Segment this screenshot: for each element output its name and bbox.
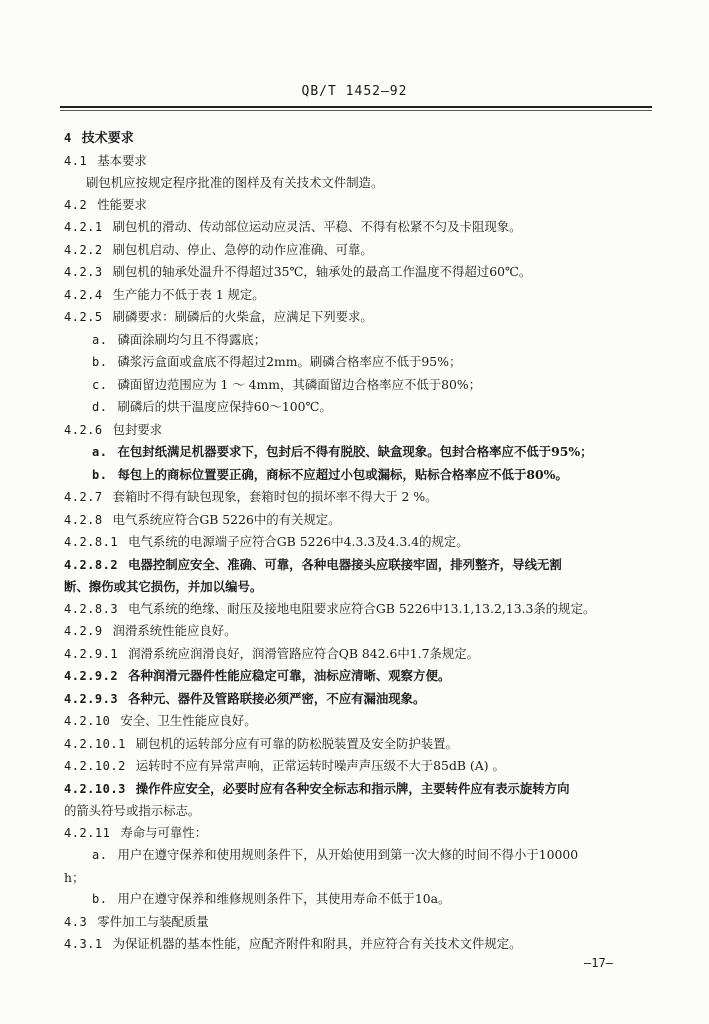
text-line: [64, 351, 654, 374]
clause-text: 各种润滑元器件性能应稳定可靠，油标应清晰、观察方便。: [128, 668, 451, 683]
clause-text: 性能要求: [97, 196, 147, 212]
text-line: [64, 261, 654, 284]
clause-number: 4.2.10.1: [64, 736, 126, 751]
clause-text: 电气系统的电源端子应符合GB 5226中4.3.3及4.3.4的规定。: [128, 534, 469, 549]
clause-number: 4: [64, 131, 72, 145]
clause-number: b.: [92, 892, 108, 906]
clause-text: 用户在遵守保养和使用规则条件下，从开始使用到第一次大修的时间不得小于10000: [117, 847, 579, 862]
clause-text: 刷包机的运转部分应有可靠的防松脱装置及安全防护装置。: [135, 735, 458, 751]
text-line: [64, 844, 654, 867]
text-line: [64, 867, 654, 889]
clause-text: 技术要求: [81, 131, 134, 146]
clause-number: 4.2.9: [64, 624, 103, 638]
text-line: [64, 665, 654, 688]
clause-text: 为保证机器的基本性能，应配齐附件和附具，并应符合有关技术文件规定。: [112, 936, 522, 951]
clause-number: 4.2.2: [64, 242, 103, 257]
text-line: [64, 194, 654, 217]
clause-number: c.: [92, 377, 108, 392]
text-line: [64, 150, 654, 173]
clause-number: a.: [92, 445, 108, 459]
text-line: [64, 128, 654, 150]
clause-number: 4.2.9.2: [64, 669, 119, 683]
clause-number: 4.2.8.3: [64, 601, 119, 616]
clause-number: 4.2.1: [64, 220, 103, 234]
text-line: [64, 396, 654, 419]
clause-number: 4.2.8.1: [64, 535, 119, 549]
clause-text: 润滑系统性能应良好。: [112, 623, 237, 638]
clause-number: 4.2.8.2: [64, 557, 119, 572]
clause-number: 4.2.7: [64, 490, 103, 504]
clause-text: 刷磷后的烘干温度应保持60～100℃。: [117, 399, 332, 414]
clause-text: 磷浆污盒面或盒底不得超过2mm。刷磷合格率应不低于95%；: [117, 354, 462, 369]
text-line: [64, 329, 654, 352]
header-rule-thin: [60, 110, 652, 111]
text-line: [64, 441, 654, 464]
text-line: [64, 598, 654, 621]
text-line: [64, 643, 654, 666]
text-line: [64, 374, 654, 397]
text-line: [64, 576, 654, 598]
clause-text: 操作件应安全，必要时应有各种安全标志和指示牌，主要转件应有表示旋转方向: [135, 780, 570, 796]
clause-number: 4.3.1: [64, 937, 103, 951]
clause-text: 磷面留边范围应为 1 ～ 4mm，其磷面留边合格率应不低于80%；: [117, 376, 482, 392]
clause-number: 4.2.6: [64, 422, 103, 437]
text-line: [64, 778, 654, 801]
page-header: QB/T 1452—92: [301, 84, 408, 99]
clause-text: h；: [64, 869, 85, 885]
clause-number: 4.2.10: [64, 714, 111, 728]
clause-number: 4.1: [64, 153, 88, 168]
text-line: [64, 554, 654, 577]
clause-text: 电气系统的绝缘、耐压及接地电阻要求应符合GB 5226中13.1,13.2,13.3条的规定。: [128, 600, 596, 616]
text-line: [64, 688, 654, 711]
text-line: [64, 306, 654, 329]
clause-number: b.: [92, 355, 108, 369]
document-body: [64, 128, 654, 956]
header-rule: [60, 106, 652, 108]
text-line: [64, 464, 654, 487]
clause-text: 运转时不应有异常声响，正常运转时噪声声压级不大于85dB (A) 。: [135, 758, 505, 773]
page-number: —17—: [584, 956, 613, 970]
text-line: [64, 284, 654, 307]
clause-text: 生产能力不低于表 1 规定。: [112, 286, 265, 302]
text-line: [64, 888, 654, 911]
clause-number: 4.2.11: [64, 825, 111, 840]
clause-text: 刷包机应按规定程序批准的图样及有关技术文件制造。: [86, 175, 384, 190]
clause-number: 4.2.9.3: [64, 691, 119, 706]
clause-text: 在包封纸满足机器要求下，包封后不得有脱胶、缺盒现象。包封合格率应不低于95%；: [117, 444, 593, 459]
clause-number: 4.2.9.1: [64, 646, 119, 661]
text-line: [64, 531, 654, 554]
clause-number: 4.2.8: [64, 512, 103, 527]
clause-text: 电气系统应符合GB 5226中的有关规定。: [112, 511, 341, 527]
clause-number: 4.2.10.2: [64, 759, 126, 773]
clause-number: a.: [92, 332, 108, 347]
clause-number: 4.2: [64, 197, 88, 212]
clause-number: 4.2.5: [64, 310, 103, 324]
clause-text: 零件加工与装配质量: [97, 913, 209, 929]
clause-text: 寿命与可靠性：: [120, 824, 208, 840]
text-line: [64, 800, 654, 822]
clause-text: 包封要求: [112, 421, 163, 437]
clause-text: 润滑系统应润滑良好，润滑管路应符合QB 842.6中1.7条规定。: [128, 645, 480, 661]
clause-text: 刷包机启动、停止、急停的动作应准确、可靠。: [112, 241, 373, 257]
text-line: [64, 933, 654, 956]
text-line: [64, 172, 654, 194]
text-line: [64, 755, 654, 778]
clause-number: 4.2.4: [64, 287, 103, 302]
clause-text: 每包上的商标位置要正确，商标不应超过小包或漏标，贴标合格率应不低于80%。: [117, 466, 568, 482]
clause-number: b.: [92, 467, 108, 482]
text-line: [64, 216, 654, 239]
text-line: [64, 733, 654, 756]
clause-text: 用户在遵守保养和维修规则条件下，其使用寿命不低于10a。: [117, 891, 451, 906]
text-line: [64, 486, 654, 509]
clause-number: 4.2.10.3: [64, 781, 126, 796]
clause-text: 刷包机的轴承处温升不得超过35℃，轴承处的最高工作温度不得超过60℃。: [112, 264, 532, 279]
clause-text: 各种元、器件及管路联接必须严密，不应有漏油现象。: [128, 690, 426, 706]
text-line: [64, 509, 654, 532]
text-line: [64, 710, 654, 733]
clause-text: 磷面涂刷均匀且不得露底；: [117, 331, 267, 347]
clause-text: 的箭头符号或指示标志。: [64, 803, 201, 818]
clause-number: 4.2.3: [64, 265, 103, 279]
text-line: [64, 620, 654, 643]
clause-number: 4.3: [64, 914, 88, 929]
text-line: [64, 239, 654, 262]
text-line: [64, 419, 654, 442]
clause-text: 套箱时不得有缺包现象，套箱时包的损坏率不得大于 2 %。: [112, 489, 438, 504]
clause-text: 刷包机的滑动、传动部位运动应灵活、平稳、不得有松紧不匀及卡阻现象。: [112, 219, 522, 234]
clause-text: 刷磷要求：刷磷后的火柴盒，应满足下列要求。: [112, 309, 373, 324]
text-line: [64, 911, 654, 934]
clause-number: d.: [92, 400, 108, 414]
clause-number: a.: [92, 848, 108, 862]
text-line: [64, 822, 654, 845]
clause-text: 安全、卫生性能应良好。: [120, 713, 257, 728]
clause-text: 基本要求: [97, 152, 147, 168]
clause-text: 电器控制应安全、准确、可靠，各种电器接头应联接牢固，排列整齐，导线无割: [128, 556, 562, 572]
clause-text: 断、擦伤或其它损伤，并加以编号。: [64, 579, 263, 594]
